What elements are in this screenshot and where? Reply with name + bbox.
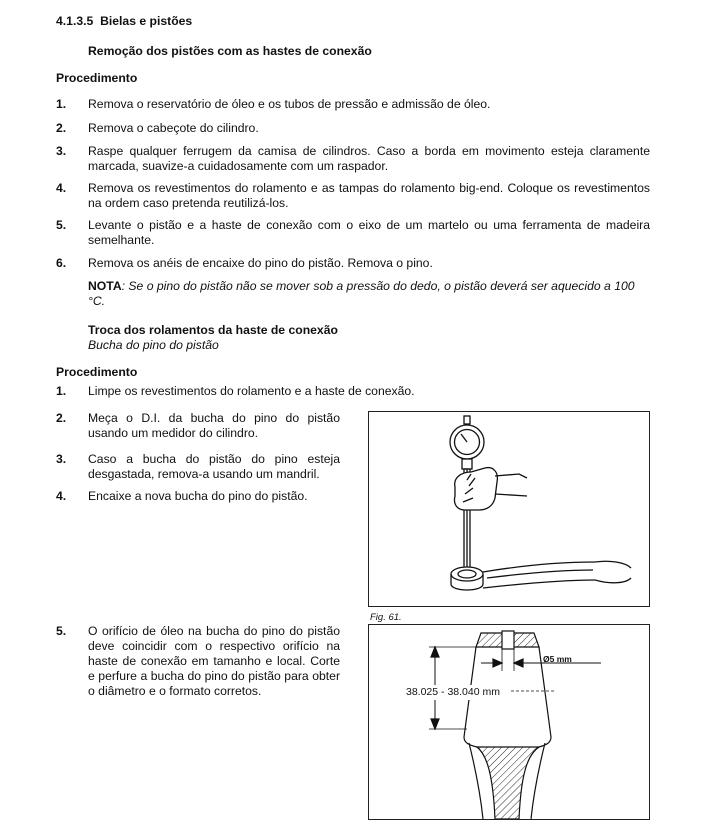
section-name: Bielas e pistões [100,14,193,28]
note-text: : Se o pino do pistão não se mover sob a pressão do dedo, o pistão deverá ser aquecido a 100 °C. [88,279,635,308]
figure-61 [368,411,650,607]
bore-diameter-label: 38.025 - 38.040 mm [406,686,500,698]
step-text: Encaixe a nova bucha do pino do pistão. [88,489,308,503]
procedure-label-2: Procedimento [56,365,138,379]
step-number: 1. [56,97,67,111]
bushing-section-illustration [369,625,649,819]
note-label: NOTA [88,279,122,293]
step-text: Levante o pistão e a haste de conexão com o eixo de um martelo ou uma ferramenta de madeira semelhante. [88,218,650,247]
step-number: 5. [56,218,67,232]
fig61-caption: Fig. 61. [370,612,402,623]
section-number: 4.1.3.5 [56,14,94,28]
figure-62 [368,624,650,820]
step-text: Meça o D.I. da bucha do pino do pistão usando um medidor do cilindro. [88,411,340,440]
step-number: 3. [56,452,67,466]
hole-diameter-label: Ø5 mm [543,654,572,664]
step-number: 5. [56,624,67,638]
step-number: 4. [56,489,67,503]
removal-heading: Remoção dos pistões com as hastes de conexão [88,44,372,58]
bearing-heading: Troca dos rolamentos da haste de conexão [88,323,338,337]
step-number: 2. [56,121,67,135]
step-text: Limpe os revestimentos do rolamento e a haste de conexão. [88,384,415,398]
note [88,279,650,309]
step-number: 3. [56,144,67,158]
bore-gauge-illustration [369,412,649,606]
step-number: 4. [56,181,67,195]
step-text: Caso a bucha do pistão do pino esteja desgastada, remova-a usando um mandril. [88,452,340,481]
section-title [56,14,192,29]
step-text: Remova o cabeçote do cilindro. [88,121,259,135]
step-number: 2. [56,411,67,425]
procedure-label-1: Procedimento [56,71,138,85]
step-number: 6. [56,256,67,270]
bearing-subheading: Bucha do pino do pistão [88,338,219,352]
step-number: 1. [56,384,67,398]
step-text: Remova o reservatório de óleo e os tubos de pressão e admissão de óleo. [88,97,491,111]
step-text: Remova os anéis de encaixe do pino do pistão. Remova o pino. [88,256,433,270]
step-text: Remova os revestimentos do rolamento e as tampas do rolamento big-end. Coloque os revestimentos na ordem caso pretenda reutilizá-los. [88,181,650,210]
step-text: Raspe qualquer ferrugem da camisa de cilindros. Caso a borda em movimento esteja claramente marcada, suavize-a cuidadosamente com um raspador. [88,144,650,173]
step-text: O orifício de óleo na bucha do pino do pistão deve coincidir com o respectivo orifício na haste de conexão em tamanho e local. Corte e perfure a bucha do pino do pistão para obter o diâmetro e o formato corretos. [88,624,340,698]
